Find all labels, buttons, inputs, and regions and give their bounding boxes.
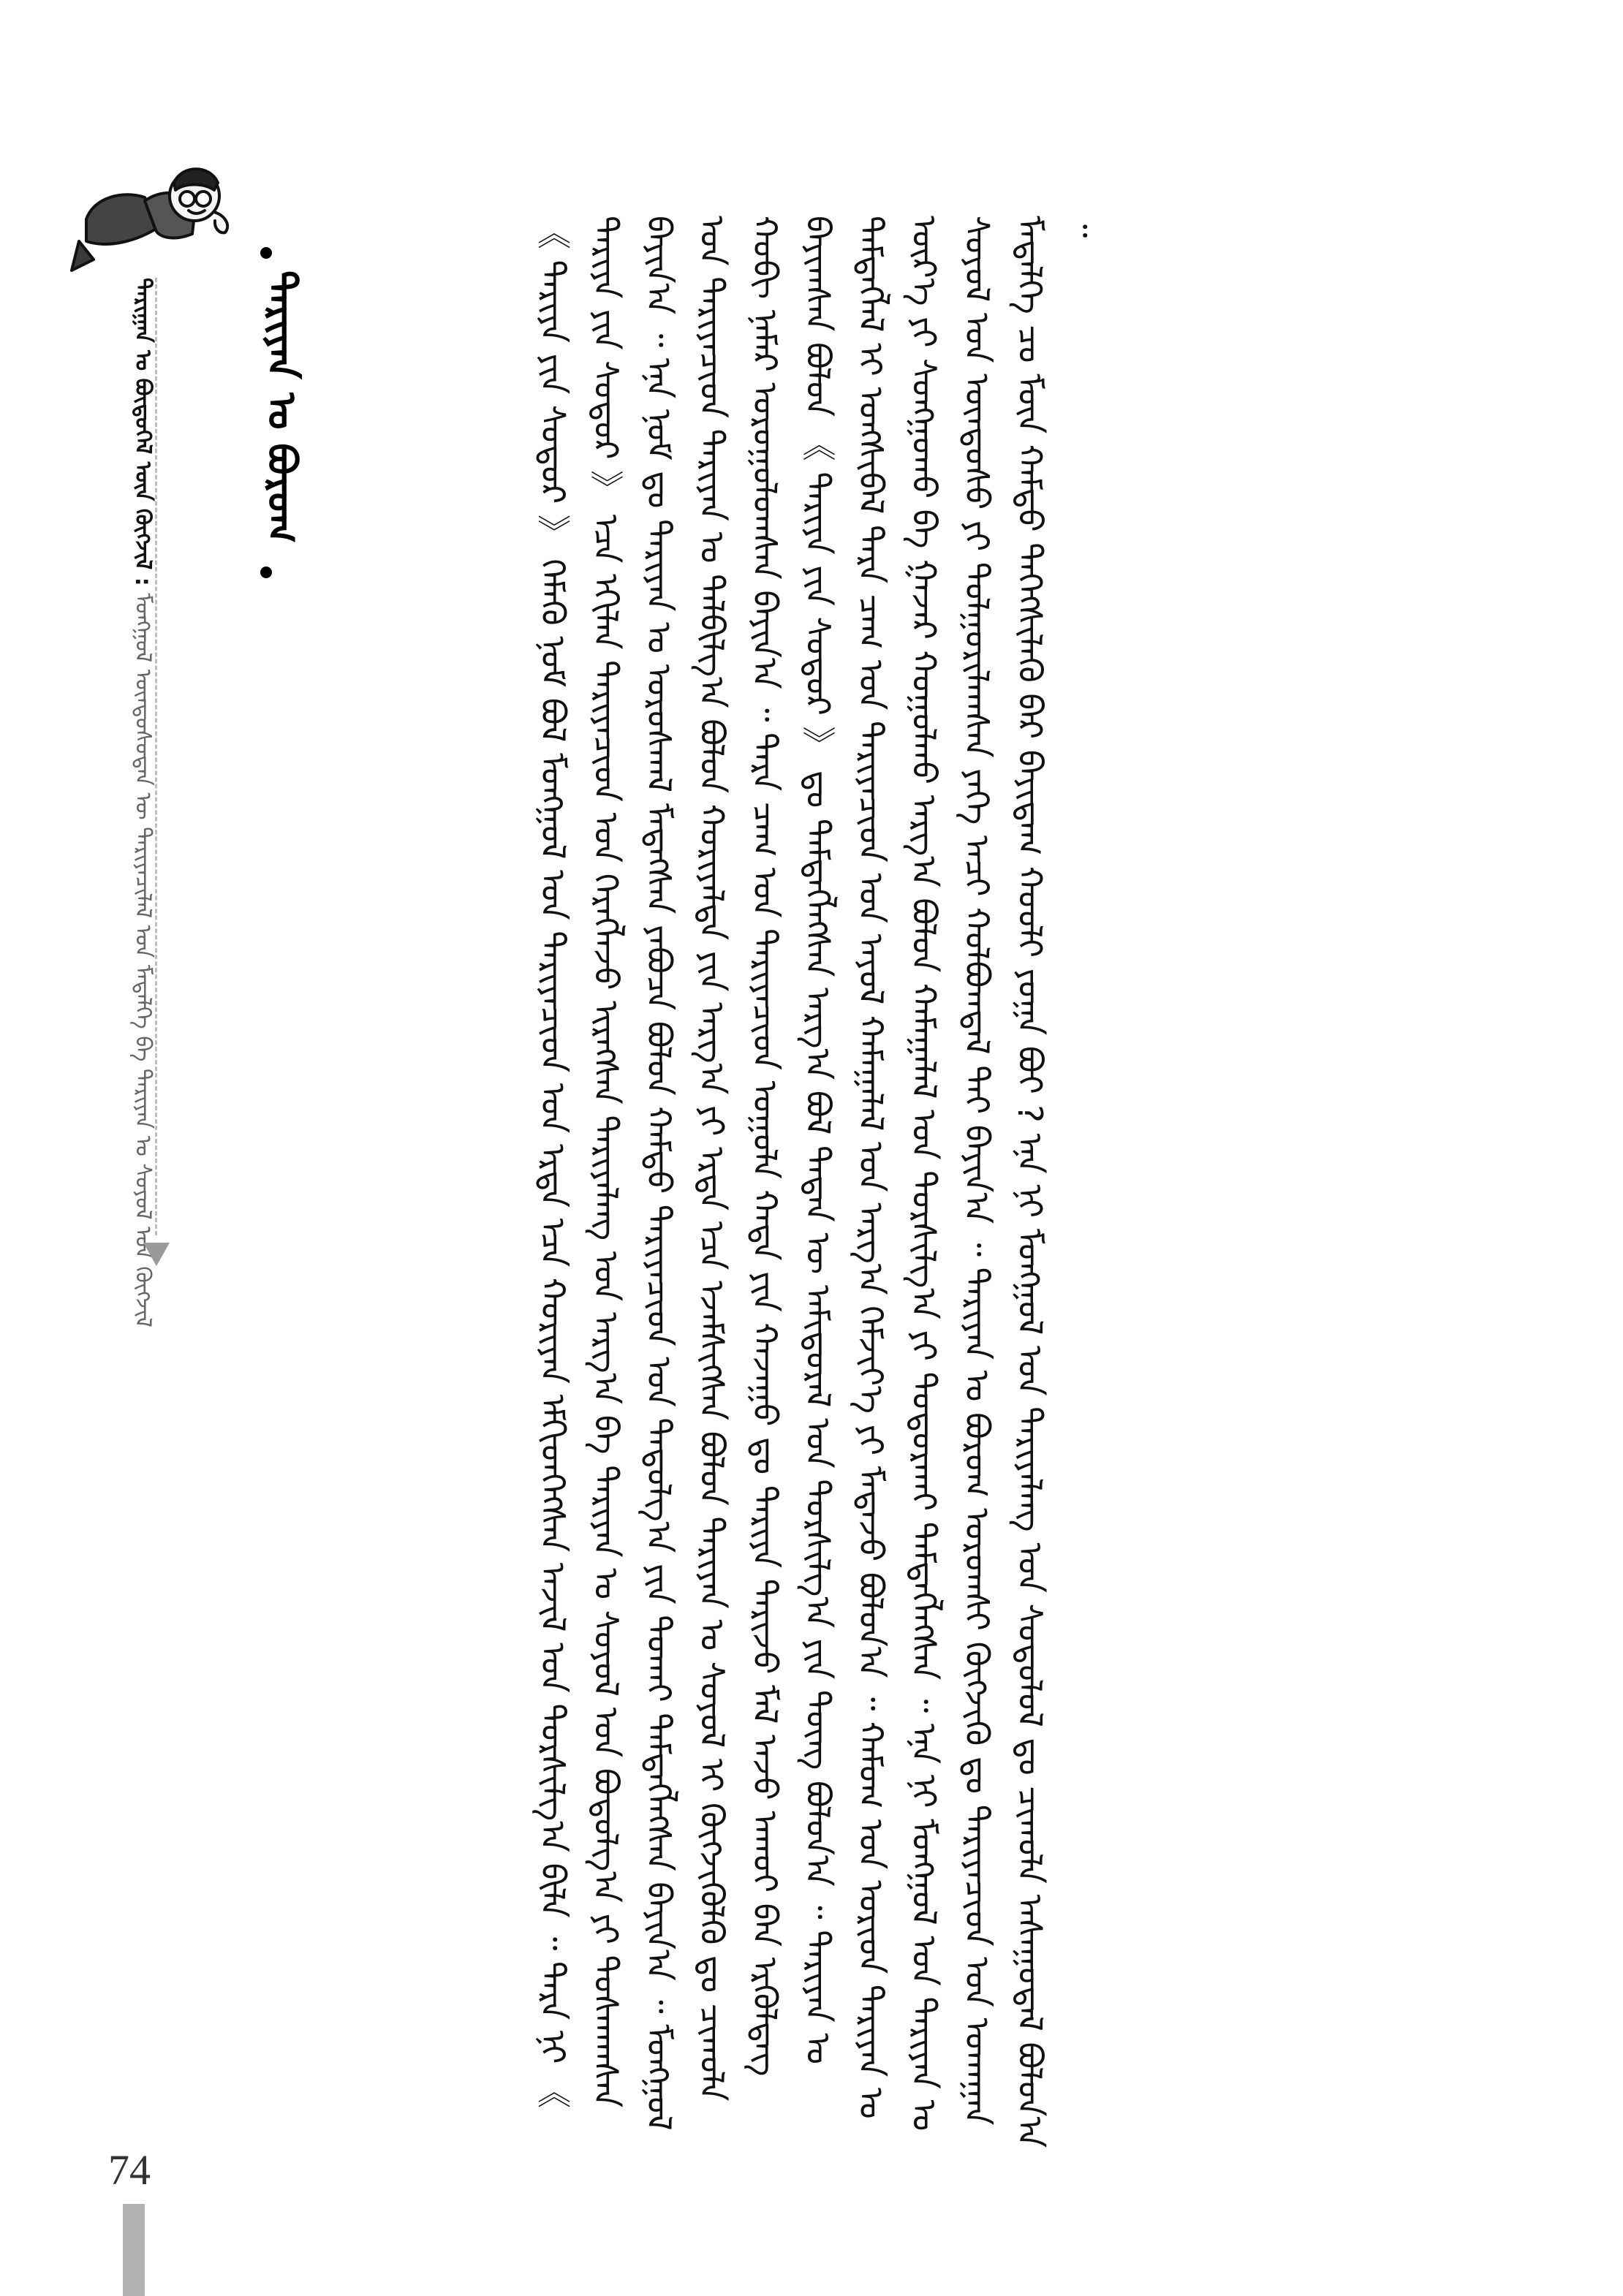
running-header-title: ᠮᠣᠩᠭᠣᠯ ᠦᠨᠳᠦᠰᠦᠲᠡᠨ ᠦ ᠲᠠᠷᠢᠶᠠᠴᠢᠯᠠᠯ ᠤᠨ ᠮᠡᠳᠡᠯᠭᠡ ᠪᠠ ᠲᠠᠷᠢᠶᠠᠨ ᠤ ᠰᠣᠶᠣᠯ ᠤᠨ ᠬᠥᠭᠵᠢᠯ: [130, 593, 156, 1327]
running-header: [117, 278, 168, 1327]
header-dashed-divider: [155, 278, 157, 1235]
body-text: [241, 216, 1572, 2159]
body-paragraph: 《 ᠲᠠᠷᠢᠶᠠ ᠶᠢᠨ ᠰᠤᠳᠤᠷ 》 ᠬᠡᠮᠡᠬᠦ ᠨᠣᠮ ᠪᠣᠯ ᠮᠣᠩᠭᠣᠯ ᠤᠨ ᠲᠠᠷᠢᠶᠠᠴᠢᠳ ᠤᠨ ᠡᠷᠲᠡ ᠡᠴᠡ ᠬᠤᠷᠢᠶᠠᠨ ᠡᠮᠬᠢᠳᠬᠡᠭᠰᠡᠨ ᠠᠵᠢᠯ ᠤᠨ ᠲᠤᠷᠰᠢᠯᠭ᠎ᠠ ᠪᠢᠯᠡ ᠃ ᠲᠡᠷᠡ ᠨᠢ 《 ᠲᠠᠷᠢᠶᠠ ᠶᠢᠨ ᠰᠤᠳᠤᠷ 》 ᠡᠴᠡ ᠡᠬᠢᠯᠡᠨ ᠲᠠᠷᠢᠶᠠᠴᠢᠳ ᠤᠨ ᠬᠡᠷᠡᠭᠯᠡᠵᠦ ᠢᠷᠡᠭᠰᠡᠨ ᠲᠠᠷᠢᠶᠠᠯᠠᠩ ᠤᠨ ᠠᠷᠭ᠎ᠠ ᠪᠠ ᠲᠠᠷᠢᠶᠠᠨ ᠤ ᠰᠣᠶᠣᠯ ᠤᠨ ᠪᠣᠳᠤᠯᠭ᠎ᠠ ᠶᠢ ᠲᠤᠰᠬᠠᠭᠰᠠᠨ ᠪᠠᠶᠢᠨ᠎ᠠ ᠃ ᠡᠨᠡ ᠨᠣᠮ ᠳᠤ ᠲᠠᠷᠢᠶᠠᠨ ᠤ ᠤᠷᠤᠰᠬᠠᠯ ᠮᠡᠳᠡᠭᠰᠡᠨ ᠶᠠᠪᠤᠴᠠ ᠪᠣᠯᠤᠨ ᠬᠠᠮᠲᠤ ᠲᠠᠷᠢᠶᠠᠴᠢᠳ ᠤᠨ ᠳᠠᠳᠤᠯᠭ᠎ᠠ ᠶᠢᠨ ᠲᠤᠬᠠᠶ ᠲᠡᠮᠳᠡᠭᠯᠡᠭᠰᠡᠨ ᠪᠠᠶᠢᠨ᠎ᠠ ᠃ ᠮᠣᠩᠭᠣᠯ ᠤᠨ ᠲᠠᠷᠢᠶᠠᠴᠢᠳ ᠲᠠᠷᠢᠶᠠᠨ ᠤ ᠲᠠᠯᠪᠢᠯᠭ᠎ᠠ ᠪᠣᠯᠤᠨ ᠬᠤᠷᠢᠶᠠᠯᠲᠠ ᠶᠢᠨ ᠠᠷᠭ᠎ᠠ ᠶᠢ ᠡᠷᠲᠡ ᠡᠴᠡ ᠡᠵᠡᠮᠰᠢᠭᠰᠡᠨ ᠪᠣᠯᠤᠨ ᠲᠠᠷᠢᠶᠠᠨ ᠤ ᠰᠣᠶᠣᠯ ᠢ ᠬᠥᠭᠵᠢᠭᠦᠯᠬᠦ ᠳᠤ ᠴᠢᠬᠤᠯᠠ ᠬᠤᠪᠢ ᠨᠡᠮᠡᠷ ᠣᠷᠤᠭᠤᠯᠤᠭᠰᠠᠨ ᠪᠠᠶᠢᠨ᠎ᠠ ᠃ ᠲᠡᠷᠡ ᠴᠠᠭ ᠤᠨ ᠲᠠᠷᠢᠶᠠᠴᠢᠳ ᠤᠭᠤᠯᠠ ᠬᠠᠳᠠ ᠶᠢᠨ ᠬᠠᠵᠠᠭᠤ ᠳᠤ ᠲᠠᠷᠢᠶᠠ ᠲᠠᠷᠢᠵᠤ ᠮᠠᠯ ᠠᠵᠤ ᠠᠬᠤᠢ ᠪᠠᠨ ᠡᠷᠭᠦᠯᠳᠡᠭ ᠪᠠᠶᠢᠭᠰᠠᠨ ᠪᠣᠯᠤᠨ 《 ᠲᠠᠷᠢᠶᠠ ᠶᠢᠨ ᠰᠤᠳᠤᠷ 》 ᠳᠤ ᠲᠡᠮᠳᠡᠭᠯᠡᠭᠰᠡᠨ ᠠᠷᠭ᠎ᠠ ᠪᠣᠯ ᠲᠡᠳᠡᠨ ᠦ ᠠᠮᠢᠳᠤᠷᠠᠯ ᠤᠨ ᠲᠤᠷᠰᠢᠯᠭ᠎ᠠ ᠶᠢᠨ ᠳᠦᠩ ᠪᠣᠯᠤᠨ᠎ᠠ ᠃ ᠲᠠᠷᠢᠶᠠᠨ ᠤ ᠲᠡᠮᠳᠡᠭᠯᠡᠯ ᠢ ᠤᠩᠰᠢᠪᠠᠯ ᠲᠡᠷᠡ ᠴᠠᠭ ᠤᠨ ᠲᠠᠷᠢᠶᠠᠴᠢᠳ ᠤᠨ ᠠᠶᠤᠯ ᠬᠠᠮᠠᠭᠠᠯᠠᠯ ᠤᠨ ᠠᠷᠭ᠎ᠠ ᠬᠡᠮᠵᠢᠶ᠎ᠡ ᠶᠢ ᠮᠡᠳᠡᠵᠦ ᠪᠣᠯᠤᠨ᠎ᠠ ᠃ ᠬᠠᠮᠤᠭ ᠤᠨ ᠤᠷᠢᠳ ᠲᠠᠷᠢᠶᠠᠨ ᠤ ᠦᠷ᠎ᠡ ᠶᠢ ᠰᠣᠩᠭᠣᠬᠤ ᠪᠠ ᠭᠠᠵᠠᠷ ᠬᠤᠭᠤᠯᠬᠤ ᠠᠷᠭ᠎ᠠ ᠪᠣᠯᠤᠨ ᠬᠠᠮᠠᠭᠠᠯᠠᠯ ᠤᠨ ᠲᠤᠷᠰᠢᠯᠭ᠎ᠠ ᠶᠢ ᠲᠣᠳᠣᠷᠬᠠᠶ ᠲᠡᠮᠳᠡᠭᠯᠡᠭᠰᠡᠨ ᠃ ᠡᠨᠡ ᠨᠢ ᠮᠣᠩᠭᠣᠯ ᠤᠨ ᠲᠠᠷᠢᠶᠠᠨ ᠤ ᠰᠣᠶᠣᠯ ᠤᠨ ᠦᠨᠳᠦᠰᠦ ᠶᠢ ᠲᠤᠯᠭᠤᠷᠢᠯᠠᠭᠰᠠᠨ ᠶᠡᠬᠡ ᠠᠴᠢ ᠬᠣᠯᠪᠣᠭᠳᠠᠯ ᠲᠠᠶ ᠪᠠᠶᠢᠨ᠎ᠠ ᠃ ᠲᠠᠷᠢᠶᠠᠨ ᠤ ᠪᠣᠷᠣᠭ ᠤᠷᠤᠭᠰᠢ ᠬᠥᠭᠵᠢᠬᠦ ᠳᠤ ᠲᠠᠷᠢᠶᠠᠴᠢᠳ ᠤᠨ ᠤᠬᠠᠭᠠᠨ ᠮᠡᠳᠡᠯᠭᠡ ᠴᠤ ᠮᠥᠨ ᠬᠠᠮᠲᠤ ᠳᠡᠭᠡᠭᠰᠢᠯᠡᠬᠦ ᠪᠡᠷ ᠪᠠᠶᠢᠳᠠᠭ ᠬᠤᠤᠯᠢ ᠶᠤᠭᠠ ᠪᠣᠢ ? ᠡᠨᠡ ᠨᠢ ᠮᠣᠩᠭᠣᠯ ᠤᠨ ᠲᠠᠷᠢᠶᠠᠯᠠᠩ ᠤᠨ ᠰᠤᠳᠤᠯᠤᠯ ᠳᠤ ᠴᠢᠬᠤᠯᠠ ᠠᠰᠠᠭᠤᠳᠠᠯ ᠪᠣᠯᠤᠨ᠎ᠠ ᠃: [533, 216, 1103, 2159]
running-header-text: [117, 278, 168, 1327]
page-number: 74: [108, 2146, 151, 2194]
page-edge-bar: [123, 2204, 145, 2296]
running-header-label: ᠲᠠᠷᠢᠭᠠᠨ ᠤ ᠪᠦᠲᠦᠭᠡᠯ ᠦᠨ ᠬᠥᠭᠵᠢᠯ :: [130, 278, 156, 586]
section-heading: ᠲᠠᠷᠢᠶᠠᠨ ᠤ ᠪᠣᠷᠣᠭ: [259, 270, 305, 543]
mascot-boy-flying-icon: [64, 132, 232, 278]
header-triangle-marker-icon: [143, 1243, 170, 1266]
